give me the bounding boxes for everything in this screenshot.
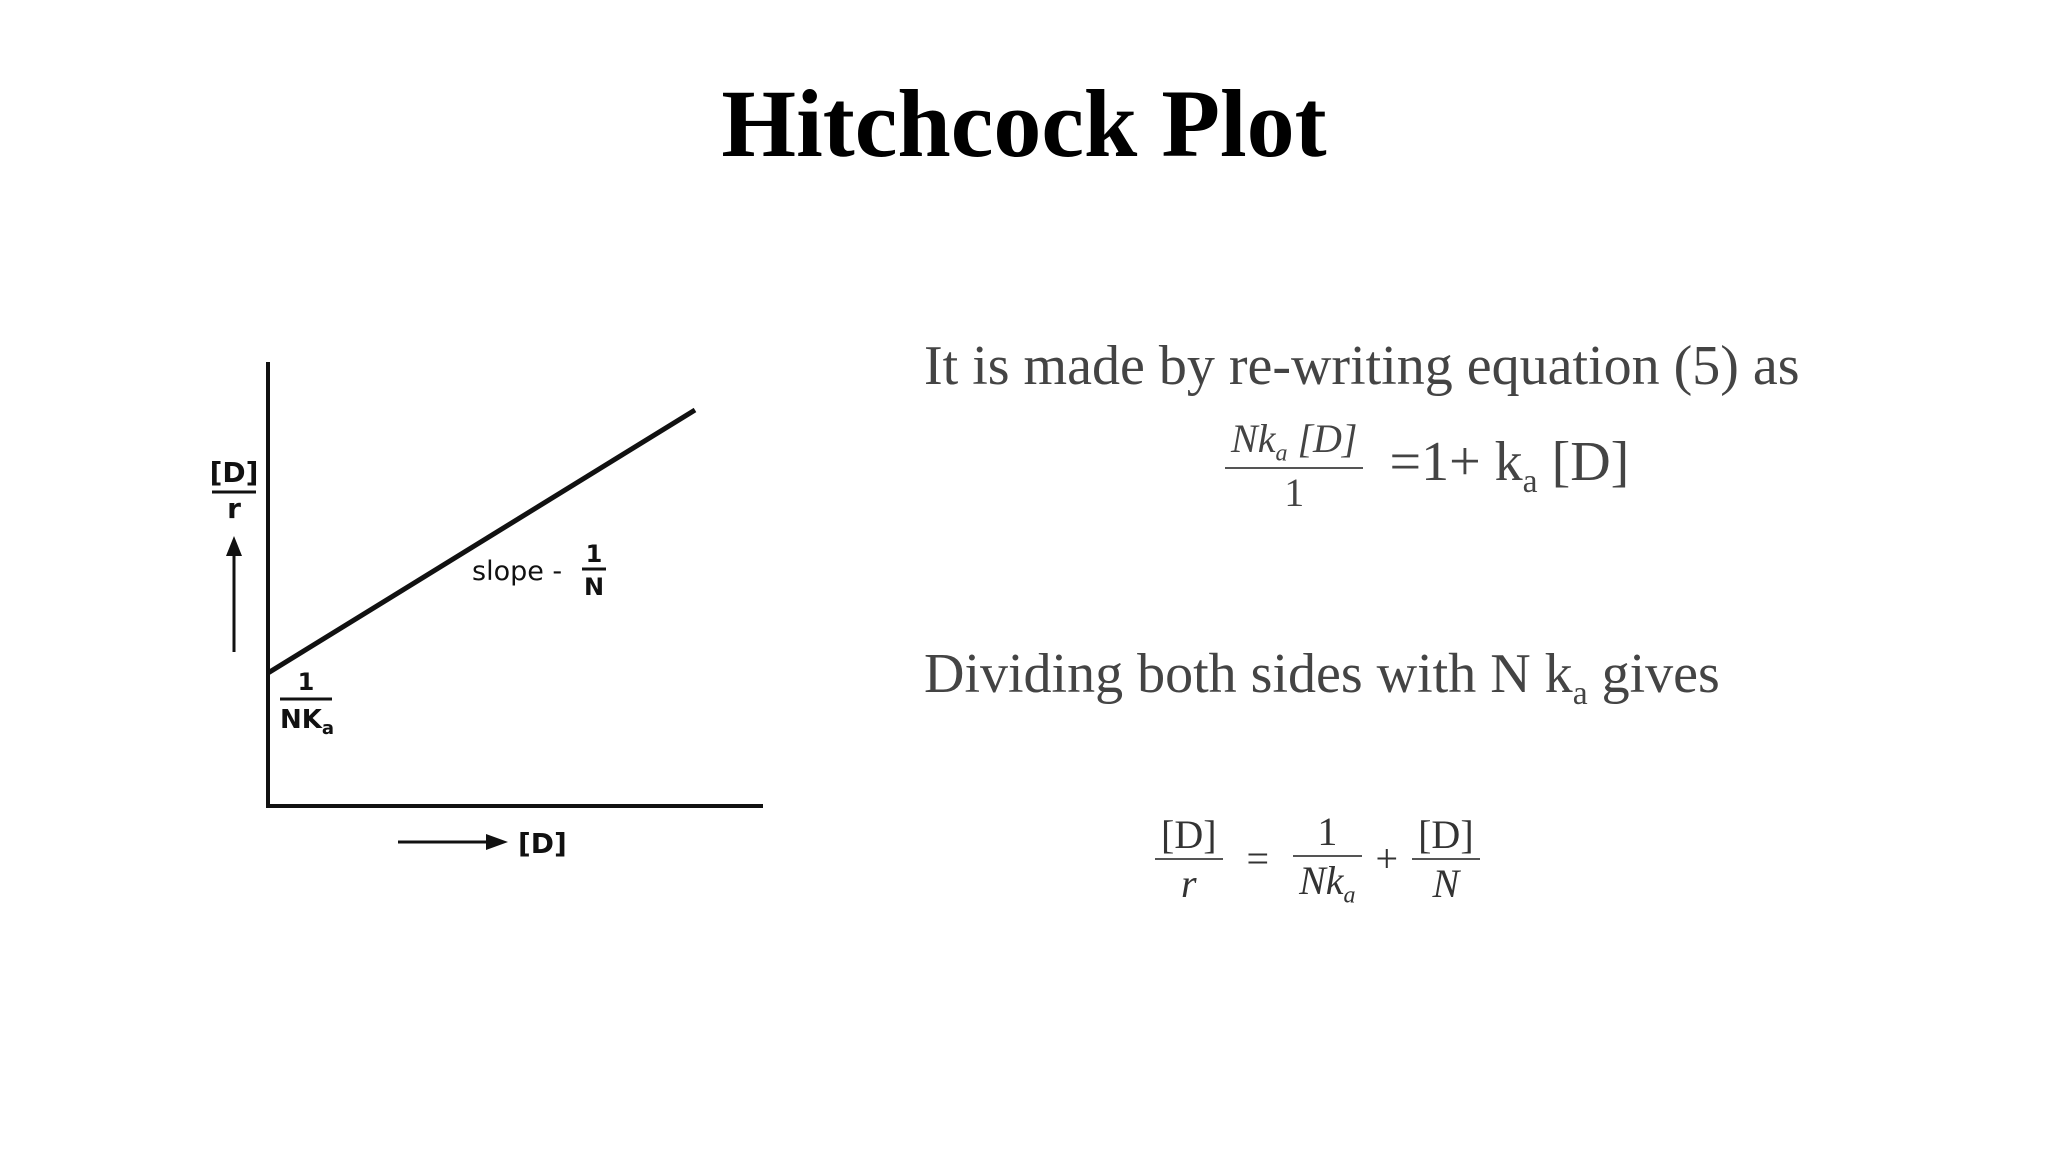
eq1-lhs-fraction bbox=[1225, 415, 1363, 516]
slope-denominator: N bbox=[583, 573, 605, 601]
paragraph2-prefix: Dividing both sides with N k bbox=[924, 643, 1573, 705]
eq2-term2-fraction bbox=[1412, 811, 1480, 907]
eq2-term2-denominator: N bbox=[1412, 858, 1480, 907]
y-label-numerator: [D] bbox=[209, 456, 259, 489]
eq1-rhs-sub: a bbox=[1522, 463, 1538, 501]
plot-line bbox=[268, 410, 695, 673]
eq2-term1-numerator: 1 bbox=[1317, 809, 1338, 854]
eq1-N: N bbox=[1231, 416, 1258, 461]
eq2-t1-sub: a bbox=[1343, 882, 1356, 909]
x-arrow-head bbox=[486, 834, 508, 850]
eq2-term1-denominator bbox=[1293, 855, 1361, 909]
y-label-denominator: r bbox=[227, 492, 241, 525]
equation-rewritten bbox=[1225, 415, 1629, 516]
intercept-den-main: NK bbox=[280, 705, 322, 735]
intercept-numerator: 1 bbox=[297, 668, 315, 696]
eq1-D: [D] bbox=[1287, 416, 1358, 461]
intercept-denominator bbox=[280, 705, 334, 739]
paragraph-dividing bbox=[924, 642, 1720, 713]
paragraph2-sub: a bbox=[1572, 674, 1588, 712]
paragraph-rewrite: It is made by re-writing equation (5) as bbox=[924, 335, 1800, 397]
eq2-equals: = bbox=[1246, 836, 1270, 882]
slope-label: slope - bbox=[472, 556, 563, 587]
eq1-lhs-numerator bbox=[1225, 415, 1363, 467]
equation-hitchcock bbox=[1155, 808, 1480, 909]
slope-numerator: 1 bbox=[585, 540, 603, 568]
eq1-rhs bbox=[1389, 431, 1630, 501]
eq2-t1-N: N bbox=[1299, 858, 1326, 903]
eq2-lhs-denominator: r bbox=[1155, 858, 1223, 907]
eq2-t1-k: k bbox=[1325, 858, 1344, 903]
intercept-den-sub: a bbox=[321, 718, 335, 739]
x-label: [D] bbox=[518, 827, 567, 860]
y-arrow-head bbox=[226, 536, 242, 556]
eq1-lhs-denominator: 1 bbox=[1225, 467, 1363, 516]
hitchcock-plot-figure bbox=[190, 350, 790, 870]
eq2-lhs-numerator: [D] bbox=[1161, 811, 1217, 857]
eq2-term2-numerator: [D] bbox=[1418, 811, 1474, 857]
paragraph2-suffix: gives bbox=[1587, 643, 1720, 705]
eq2-term1-fraction bbox=[1293, 808, 1361, 909]
eq1-rhs-suffix: [D] bbox=[1537, 431, 1630, 494]
eq2-lhs-fraction bbox=[1155, 811, 1223, 907]
slide-title: Hitchcock Plot bbox=[721, 70, 1327, 177]
eq1-rhs-prefix: =1+ k bbox=[1389, 431, 1523, 494]
eq1-k: k bbox=[1257, 416, 1276, 461]
eq2-plus: + bbox=[1375, 836, 1399, 882]
eq1-k-sub: a bbox=[1275, 440, 1288, 467]
